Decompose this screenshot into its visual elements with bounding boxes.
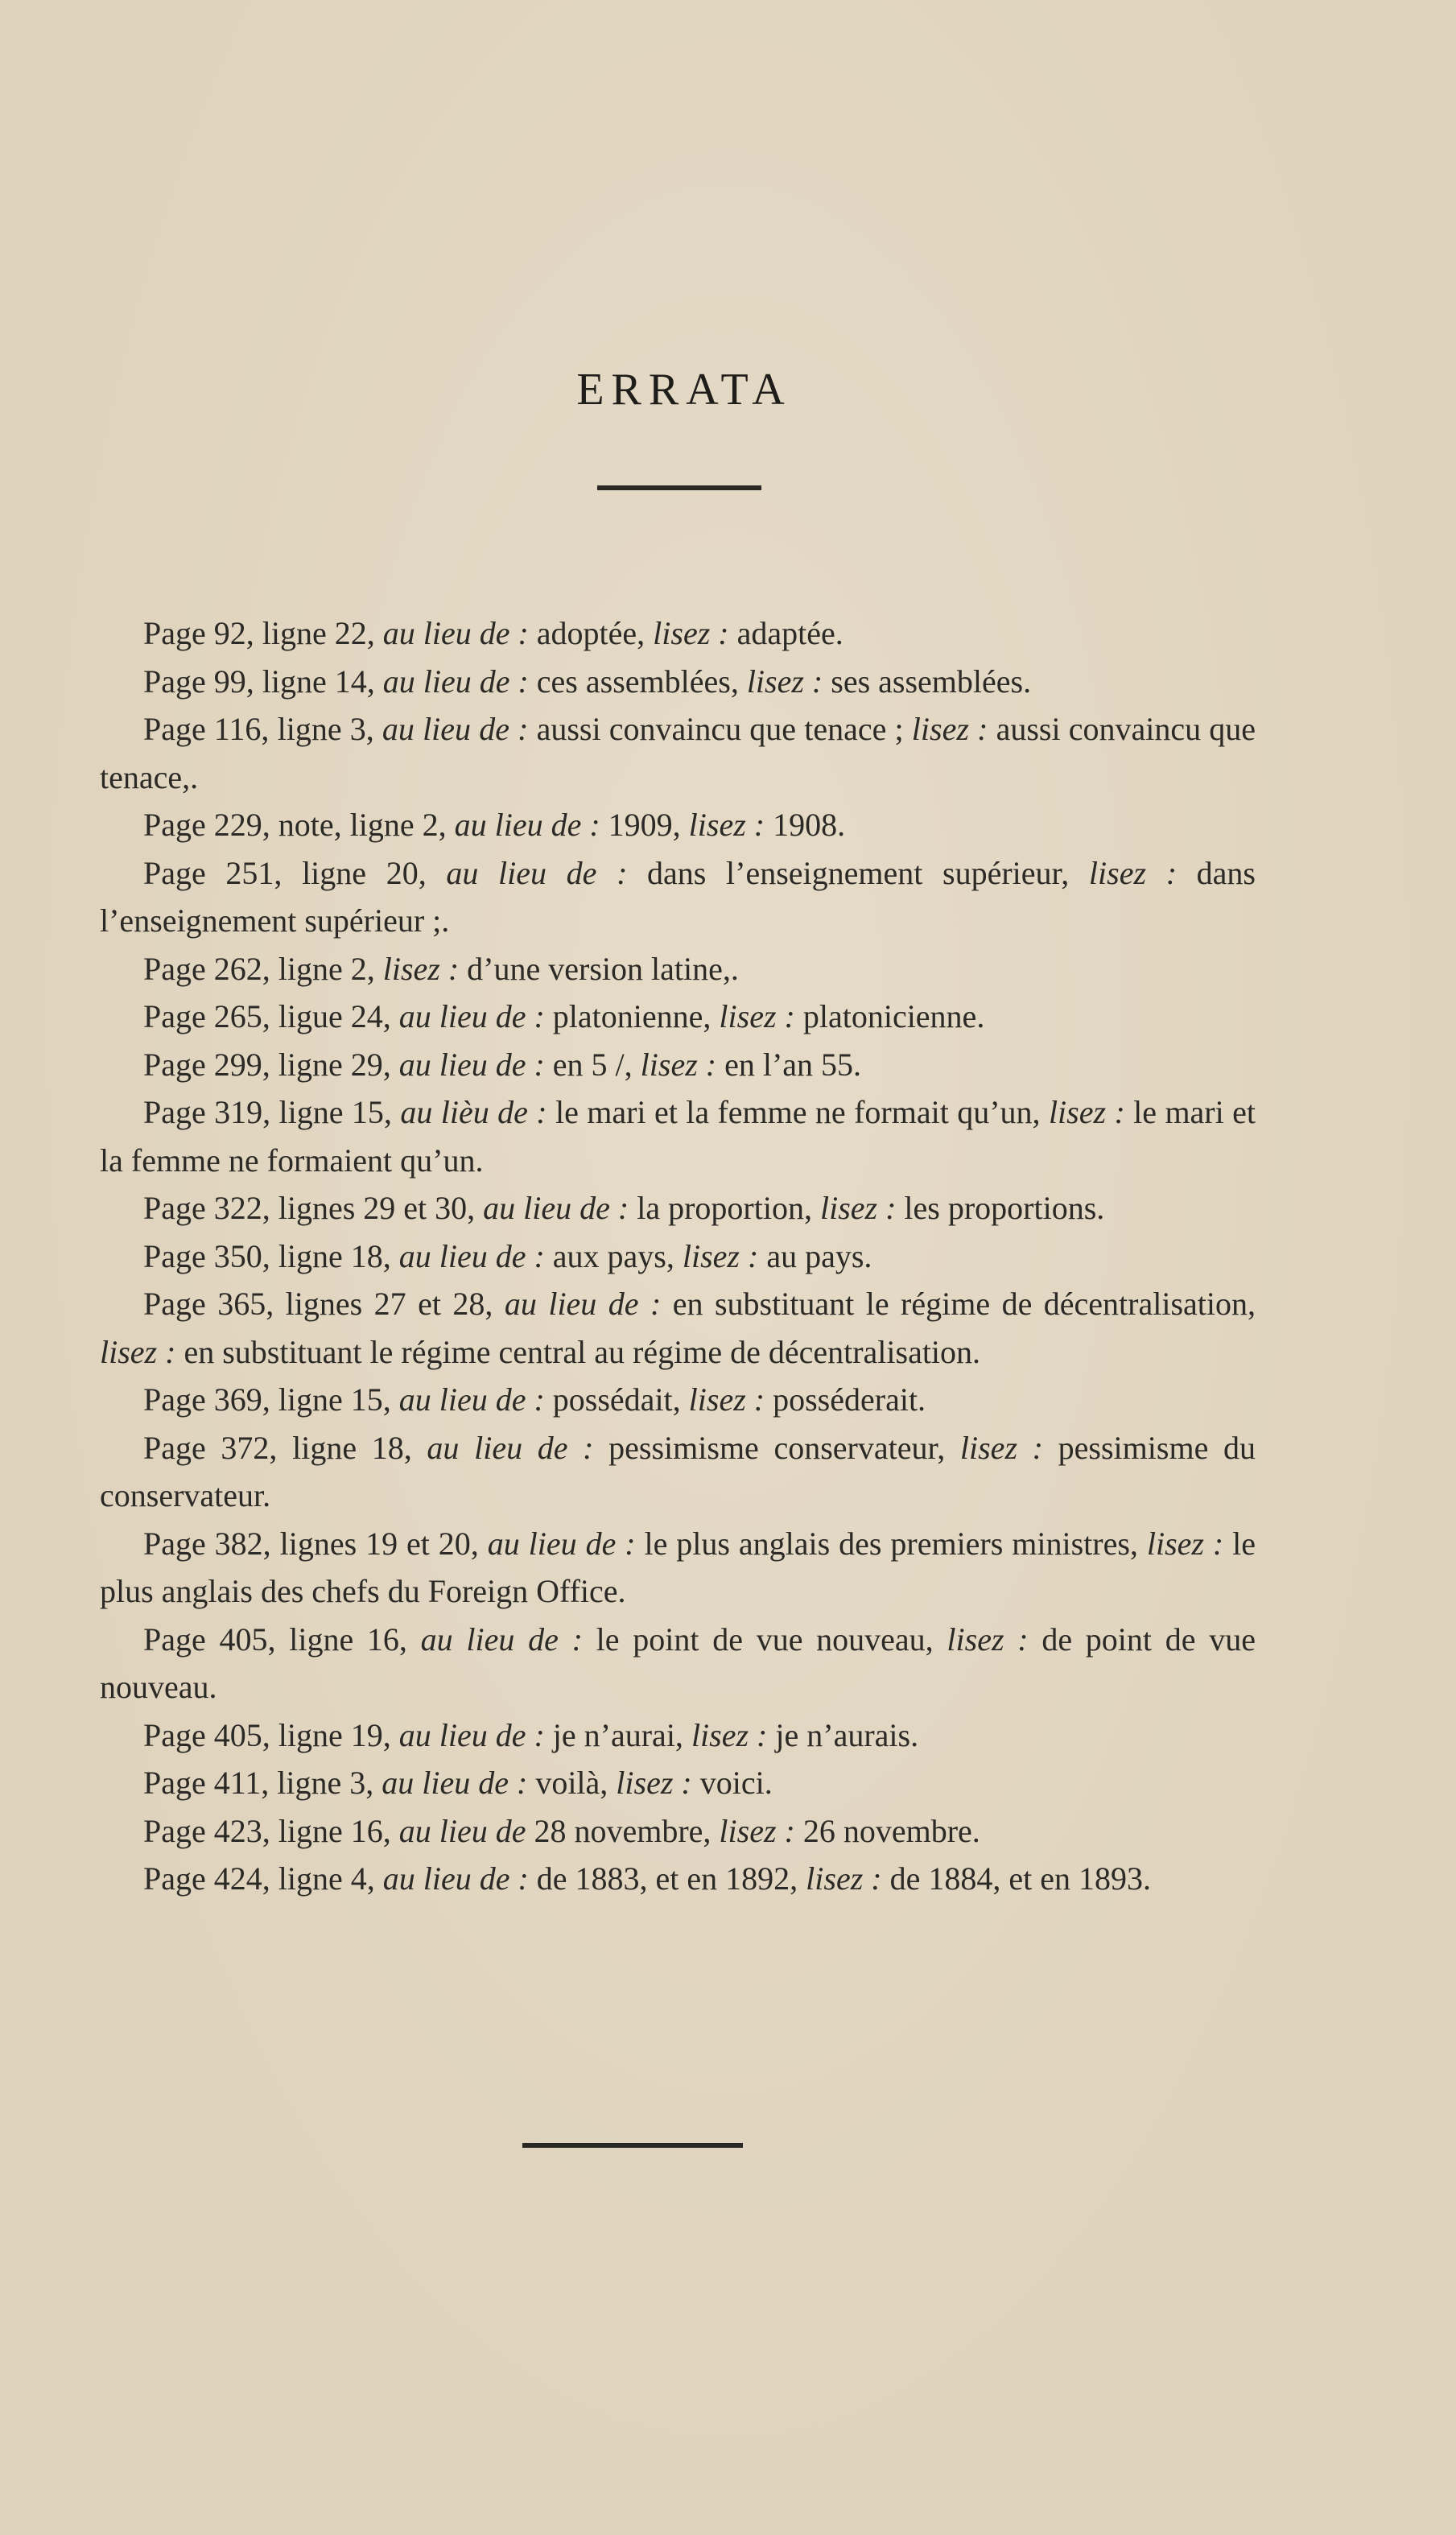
entry-italic-text: au lieu de : (446, 854, 628, 891)
entry-italic-text: lisez : (819, 1190, 897, 1226)
entry-text: le plus anglais des premiers ministres, (635, 1525, 1147, 1562)
entry-text: en 5 /, (544, 1046, 641, 1083)
errata-entry (100, 1232, 1256, 1281)
entry-text: le plus anglais des chefs du Foreign Office. (100, 1525, 1256, 1609)
entry-italic-text: lisez : (1088, 854, 1178, 891)
entry-text: possédait, (544, 1381, 689, 1418)
entry-text: aussi convaincu que tenace ; (528, 711, 912, 747)
entry-italic-text: au lieu de : (420, 1621, 583, 1658)
entry-italic-text: lisez : (719, 998, 795, 1034)
entry-text: Page 299, ligne 29, (143, 1046, 399, 1083)
entry-italic-text: au lieu de : (382, 711, 529, 747)
entry-text: dans l’enseignement supérieur, (627, 854, 1089, 891)
entry-text: platonicienne. (794, 998, 985, 1034)
entry-italic-text: au lieu de : (382, 1765, 528, 1801)
entry-italic-text: lisez : (691, 1716, 768, 1753)
entry-italic-text: lisez : (640, 1046, 717, 1083)
entry-text: adoptée, (528, 615, 654, 651)
entry-text: pessimisme conservateur, (593, 1429, 960, 1466)
entry-italic-text: lisez : (911, 711, 988, 747)
errata-entry (100, 609, 1256, 658)
title-rule (597, 485, 761, 490)
entry-text: je n’aurais. (767, 1716, 919, 1753)
entry-italic-text: lisez : (806, 1860, 882, 1897)
entry-text: Page 319, ligne 15, (143, 1094, 401, 1130)
errata-entry (100, 1711, 1256, 1760)
errata-entry (100, 1041, 1256, 1089)
errata-entry (100, 1855, 1256, 1903)
entry-italic-text: au lieu de : (398, 1046, 545, 1083)
entry-italic-text: au lieu de (398, 1812, 526, 1849)
entry-text: Page 99, ligne 14, (143, 663, 383, 700)
entry-text: Page 424, ligne 4, (143, 1860, 383, 1897)
entry-text: les proportions. (896, 1190, 1105, 1226)
errata-entry (100, 1759, 1256, 1807)
entry-italic-text: lisez : (688, 1381, 765, 1418)
errata-entry (100, 1520, 1256, 1616)
entry-text: Page 382, lignes 19 et 20, (143, 1525, 488, 1562)
entry-text: de point de vue nouveau. (100, 1621, 1256, 1705)
closing-rule (522, 2143, 743, 2148)
entry-italic-text: au lieu de : (398, 1716, 545, 1753)
entry-italic-text: lisez : (382, 950, 460, 987)
entry-text: Page 92, ligne 22, (143, 615, 383, 651)
entry-italic-text: lisez : (719, 1812, 795, 1849)
entry-italic-text: au lieu de : (398, 1237, 545, 1274)
entry-text: 26 novembre. (794, 1812, 980, 1849)
errata-entry (100, 1088, 1256, 1184)
errata-entry (100, 801, 1256, 849)
entry-text: le mari et la femme ne formait qu’un, (547, 1094, 1049, 1130)
entry-italic-text: au lièu de : (400, 1094, 547, 1130)
entry-text: Page 405, ligne 19, (143, 1716, 399, 1753)
errata-entry (100, 993, 1256, 1041)
entry-text: Page 423, ligne 16, (143, 1812, 399, 1849)
entry-text: aux pays, (544, 1237, 683, 1274)
entry-text: en substituant le régime de décentralisation, (661, 1286, 1256, 1322)
page-title: ERRATA (576, 365, 792, 415)
entry-text: Page 365, lignes 27 et 28, (143, 1286, 505, 1322)
entry-text: aussi convaincu que tenace,. (100, 711, 1256, 795)
errata-entry (100, 1280, 1256, 1376)
entry-text: en substituant le régime central au régime de décentralisation. (175, 1333, 981, 1370)
entry-italic-text: au lieu de : (382, 663, 529, 700)
errata-entry (100, 705, 1256, 801)
entry-text: Page 350, ligne 18, (143, 1237, 399, 1274)
entry-italic-text: lisez : (616, 1765, 692, 1801)
errata-entry (100, 849, 1256, 945)
errata-list (100, 609, 1256, 1903)
errata-entry (100, 658, 1256, 706)
entry-italic-text: au lieu de : (483, 1190, 629, 1226)
entry-text: voilà, (527, 1765, 617, 1801)
entry-text: Page 251, ligne 20, (143, 854, 447, 891)
entry-italic-text: au lieu de : (427, 1429, 594, 1466)
entry-text: adaptée. (728, 615, 843, 651)
entry-italic-text: lisez : (682, 1237, 759, 1274)
entry-text: 1909, (600, 807, 689, 843)
entry-text: le mari et la femme ne formaient qu’un. (100, 1094, 1256, 1179)
entry-italic-text: lisez : (688, 807, 765, 843)
entry-italic-text: lisez : (100, 1333, 176, 1370)
entry-text: au pays. (758, 1237, 872, 1274)
entry-italic-text: au lieu de : (382, 615, 529, 651)
entry-italic-text: au lieu de : (454, 807, 600, 843)
entry-italic-text: au lieu de : (398, 998, 545, 1034)
errata-entry (100, 1376, 1256, 1424)
entry-italic-text: au lieu de : (504, 1286, 662, 1322)
entry-text: Page 322, lignes 29 et 30, (143, 1190, 484, 1226)
errata-entry (100, 1616, 1256, 1711)
entry-text: Page 369, ligne 15, (143, 1381, 399, 1418)
errata-entry (100, 1424, 1256, 1520)
entry-text: 1908. (765, 807, 846, 843)
entry-text: Page 411, ligne 3, (143, 1765, 382, 1801)
entry-italic-text: lisez : (1048, 1094, 1125, 1130)
entry-text: voici. (691, 1765, 773, 1801)
entry-text: Page 265, ligue 24, (143, 998, 399, 1034)
entry-text: en l’an 55. (716, 1046, 862, 1083)
entry-text: la proportion, (629, 1190, 820, 1226)
entry-text: ces assemblées, (528, 663, 747, 700)
entry-text: Page 116, ligne 3, (143, 711, 382, 747)
entry-text: ses assemblées. (823, 663, 1032, 700)
entry-text: d’une version latine,. (459, 950, 739, 987)
errata-entry (100, 945, 1256, 993)
entry-text: platonienne, (544, 998, 720, 1034)
entry-italic-text: au lieu de : (382, 1860, 529, 1897)
entry-text: Page 229, note, ligne 2, (143, 807, 455, 843)
entry-text: de 1883, et en 1892, (528, 1860, 806, 1897)
entry-text: posséderait. (765, 1381, 926, 1418)
errata-entry (100, 1807, 1256, 1856)
entry-text: Page 262, ligne 2, (143, 950, 383, 987)
entry-italic-text: au lieu de : (398, 1381, 545, 1418)
entry-italic-text: au lieu de : (487, 1525, 636, 1562)
entry-text: Page 372, ligne 18, (143, 1429, 427, 1466)
entry-text: dans l’enseignement supérieur ;. (100, 854, 1256, 939)
entry-text: de 1884, et en 1893. (881, 1860, 1151, 1897)
entry-italic-text: lisez : (1146, 1525, 1224, 1562)
errata-entry (100, 1184, 1256, 1232)
entry-italic-text: lisez : (947, 1621, 1029, 1658)
entry-text: le point de vue nouveau, (582, 1621, 947, 1658)
entry-text: Page 405, ligne 16, (143, 1621, 421, 1658)
entry-text: je n’aurai, (544, 1716, 691, 1753)
entry-text: 28 novembre, (526, 1812, 720, 1849)
entry-text: pessimisme du conservateur. (100, 1429, 1256, 1513)
entry-italic-text: lisez : (653, 615, 729, 651)
entry-italic-text: lisez : (746, 663, 823, 700)
entry-italic-text: lisez : (959, 1429, 1043, 1466)
